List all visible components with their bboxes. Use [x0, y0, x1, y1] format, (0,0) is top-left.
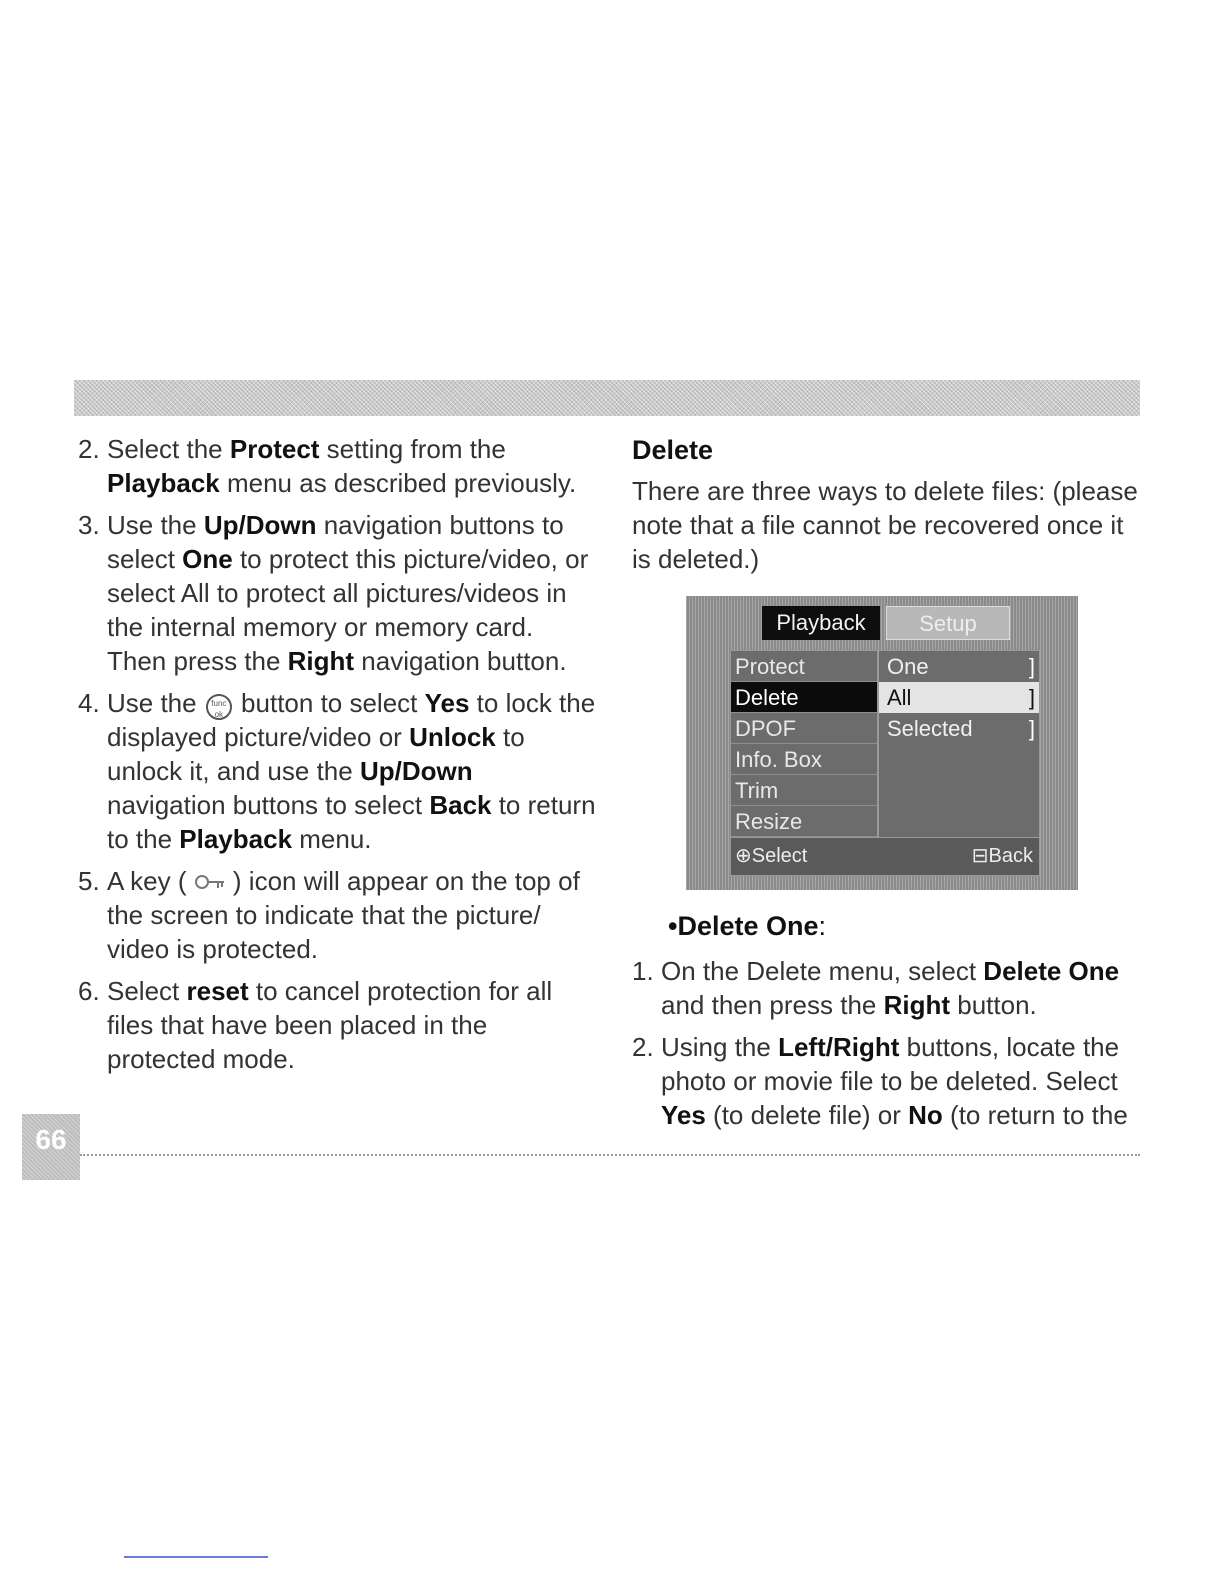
- menu-item-trim[interactable]: Trim: [731, 775, 877, 806]
- step-text: A key (: [107, 866, 194, 896]
- left-column: [78, 432, 598, 1084]
- step-emphasis: Delete One: [983, 956, 1120, 986]
- sub-heading-text: •Delete One: [668, 911, 819, 941]
- menu-option-one[interactable]: [879, 651, 1039, 682]
- step-emphasis: Right: [287, 646, 355, 676]
- menu-option-label: All: [887, 685, 912, 710]
- step-number: 6.: [78, 976, 100, 1006]
- step-text: On the Delete menu, select: [661, 956, 984, 986]
- step-item: [632, 954, 1142, 1022]
- step-text: button.: [950, 990, 1037, 1020]
- step-text: ) icon will appear on the top of the screen to indicate that the picture/ video is protected.: [107, 866, 580, 964]
- delete-intro-text: There are three ways to delete files: (please note that a file cannot be recovered once it is deleted.): [632, 476, 1138, 574]
- step-emphasis: Left/Right: [778, 1032, 900, 1062]
- step-text: (to delete file) or: [705, 1100, 909, 1130]
- step-emphasis: Protect: [229, 434, 320, 464]
- step-text: button to select: [233, 688, 425, 718]
- camera-menu-screen: [686, 596, 1078, 890]
- step-text: Use the: [107, 688, 204, 718]
- option-bracket-icon: ]: [1028, 685, 1035, 710]
- step-text: navigation buttons to select: [107, 790, 430, 820]
- step-item: [78, 432, 598, 500]
- step-item: [78, 686, 598, 856]
- menu-footer-bar: [731, 837, 1039, 875]
- footer-rule: [80, 1154, 1140, 1156]
- step-emphasis: One: [182, 544, 233, 574]
- option-bracket-icon: ]: [1028, 654, 1035, 679]
- step-text: navigation buttons to select: [107, 510, 564, 574]
- step-item: [78, 864, 598, 966]
- menu-item-dpof[interactable]: DPOF: [731, 713, 877, 744]
- step-text: to cancel protection for all files that have been placed in the protected mode.: [107, 976, 553, 1074]
- sub-heading-delete-one: [668, 908, 1142, 944]
- menu-option-selected[interactable]: [879, 713, 1039, 744]
- footer-select-hint: ⊕Select: [735, 845, 808, 867]
- step-text: menu as described previously.: [219, 468, 577, 498]
- menu-item-protect[interactable]: Protect: [731, 651, 877, 682]
- tab-setup: Setup: [886, 606, 1010, 640]
- step-number: 2.: [78, 434, 100, 464]
- step-text: to lock the displayed picture/video or: [107, 688, 596, 752]
- step-emphasis: Playback: [179, 824, 293, 854]
- menu-item-resize[interactable]: Resize: [731, 806, 877, 837]
- step-text: Use the: [107, 510, 204, 540]
- step-emphasis: Right: [883, 990, 951, 1020]
- step-number: 5.: [78, 866, 100, 896]
- step-text: and then press the: [661, 990, 884, 1020]
- step-text: setting from the: [319, 434, 506, 464]
- section-heading-delete: Delete: [632, 435, 714, 465]
- step-item: [632, 1030, 1142, 1132]
- menu-item-info-box[interactable]: Info. Box: [731, 744, 877, 775]
- left-step-list: [78, 432, 598, 1076]
- step-item: [78, 508, 598, 678]
- option-bracket-icon: ]: [1028, 716, 1035, 741]
- step-number: 3.: [78, 510, 100, 540]
- step-text: Select the: [107, 434, 230, 464]
- step-emphasis: Up/Down: [359, 756, 473, 786]
- menu-option-all[interactable]: [879, 682, 1039, 713]
- step-emphasis: Playback: [107, 468, 220, 498]
- playback-menu: [730, 650, 1040, 876]
- key-icon: [194, 872, 226, 892]
- step-emphasis: Unlock: [409, 722, 496, 752]
- step-emphasis: reset: [186, 976, 249, 1006]
- step-number: 1.: [632, 956, 654, 986]
- header-band: [74, 380, 1140, 416]
- footer-back-hint: ⊟Back: [971, 845, 1033, 867]
- right-step-list: [632, 954, 1142, 1132]
- step-text: buttons, locate the photo or movie file to be deleted. Select: [661, 1032, 1120, 1096]
- sub-heading-colon: :: [818, 911, 827, 941]
- step-emphasis: No: [908, 1100, 943, 1130]
- step-emphasis: Yes: [661, 1100, 706, 1130]
- menu-item-list: [731, 651, 877, 837]
- step-text: menu.: [292, 824, 372, 854]
- step-item: [78, 974, 598, 1076]
- menu-option-label: Selected: [887, 716, 973, 741]
- page-number: 66: [22, 1114, 80, 1180]
- step-text: to return to the: [107, 790, 596, 854]
- step-emphasis: Back: [429, 790, 492, 820]
- menu-option-list: [879, 651, 1039, 744]
- step-emphasis: Yes: [424, 688, 470, 718]
- menu-option-label: One: [887, 654, 929, 679]
- right-column: [632, 432, 1142, 1140]
- tab-playback: Playback: [762, 606, 880, 640]
- step-text: to protect this picture/video, or select All to protect all pictures/videos in the internal memory or memory card. Then press the: [107, 544, 589, 676]
- step-text: Using the: [661, 1032, 779, 1062]
- step-number: 4.: [78, 688, 100, 718]
- step-text: to unlock it, and use the: [107, 722, 525, 786]
- step-text: Select: [107, 976, 187, 1006]
- step-text: (to return to the: [942, 1100, 1128, 1130]
- func-ok-button-icon: func ok: [206, 694, 232, 720]
- menu-item-delete[interactable]: Delete: [731, 682, 877, 713]
- step-emphasis: Up/Down: [203, 510, 317, 540]
- step-text: navigation button.: [354, 646, 567, 676]
- step-number: 2.: [632, 1032, 654, 1062]
- bottom-mark: [124, 1556, 268, 1558]
